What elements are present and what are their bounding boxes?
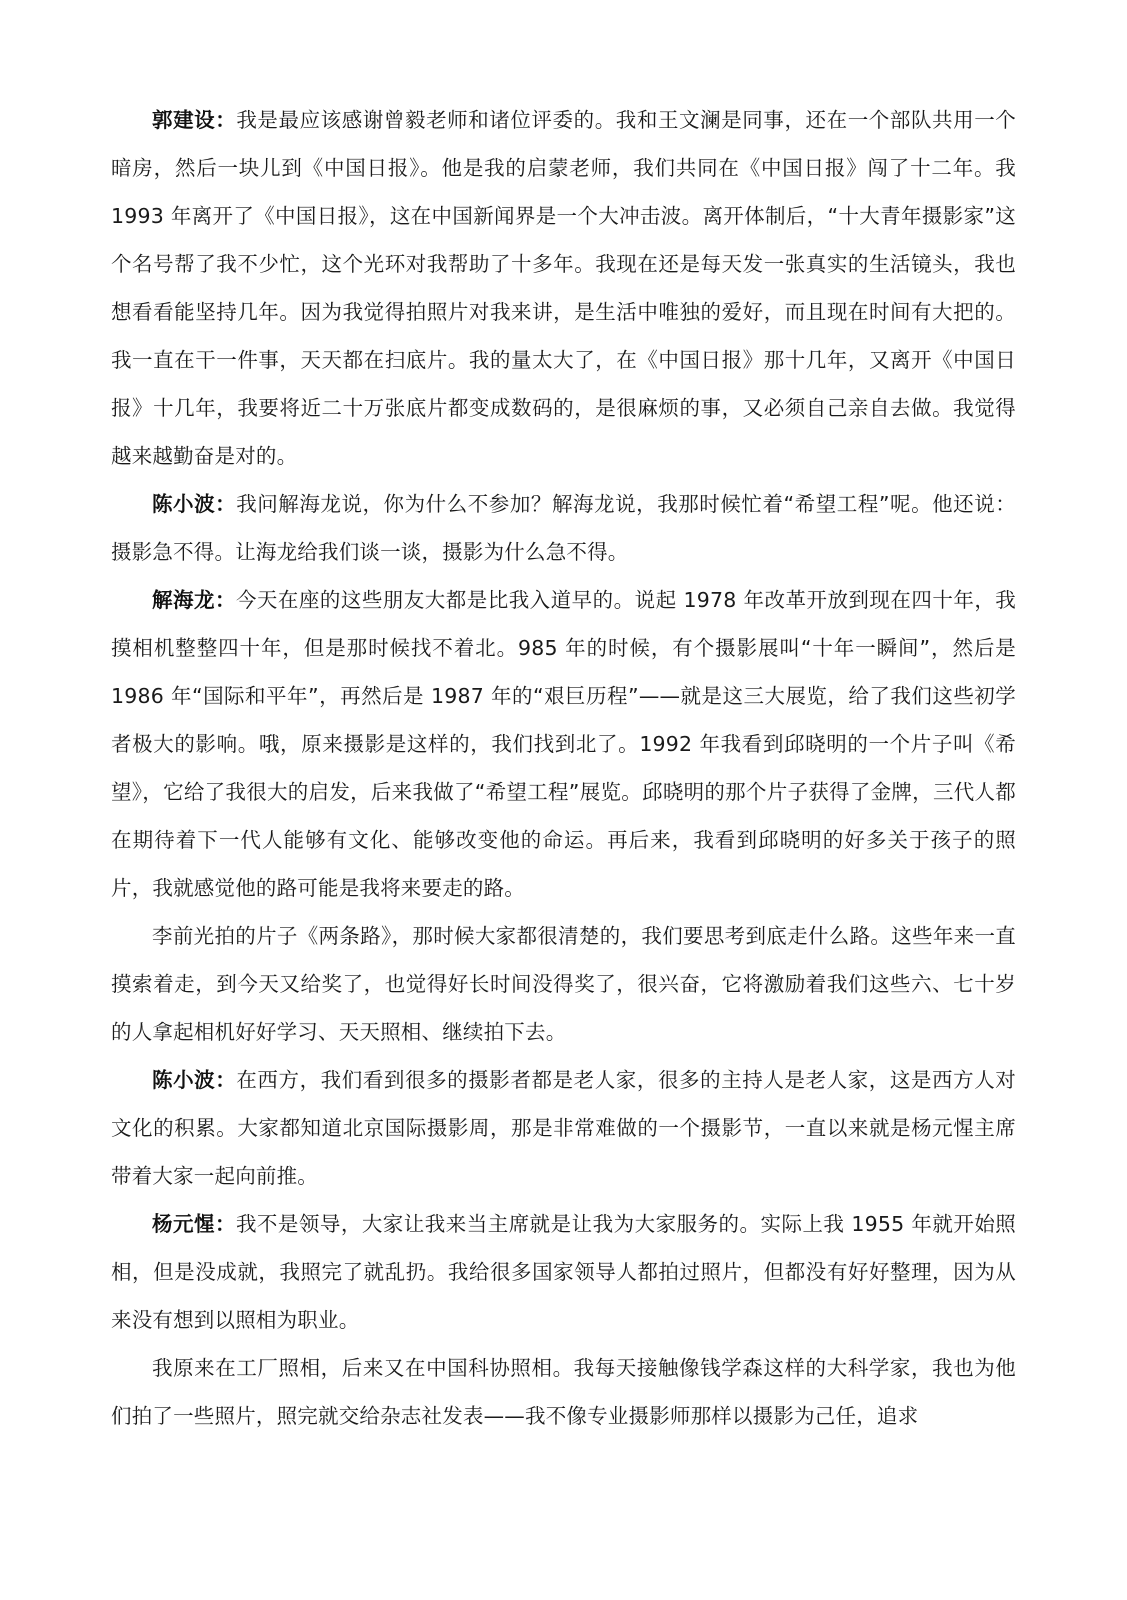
paragraph-text: 李前光拍的片子《两条路》，那时候大家都很清楚的，我们要思考到底走什么路。这些年来一直摸索着走，到今天又给奖了，也觉得好长时间没得奖了，很兴奋，它将激励着我们这些六、七十岁的人拿起相机好好学习、天天照相、继续拍下去。: [111, 924, 1016, 1044]
speaker-name: 陈小波：: [152, 1068, 237, 1092]
speaker-name: 郭建设：: [152, 108, 237, 132]
speaker-name: 杨元惺：: [152, 1212, 236, 1236]
paragraph-chen-xiaobo-2: [111, 1056, 1016, 1200]
paragraph-chen-xiaobo-1: [111, 480, 1016, 576]
paragraph-text: 我原来在工厂照相，后来又在中国科协照相。我每天接触像钱学森这样的大科学家，我也为他们拍了一些照片，照完就交给杂志社发表——我不像专业摄影师那样以摄影为己任，追求: [111, 1356, 1016, 1428]
speaker-name: 解海龙：: [152, 588, 236, 612]
paragraph-text: 我是最应该感谢曾毅老师和诸位评委的。我和王文澜是同事，还在一个部队共用一个暗房，然后一块儿到《中国日报》。他是我的启蒙老师，我们共同在《中国日报》闯了十二年。我 1993 年离开了《中国日报》，这在中国新闻界是一个大冲击波。离开体制后，“十大青年摄影家”这个名号帮了我不少忙，这个光环对我帮助了十多年。我现在还是每天发一张真实的生活镜头，我也想看看能坚持几年。因为我觉得拍照片对我来讲，是生活中唯独的爱好，而且现在时间有大把的。我一直在干一件事，天天都在扫底片。我的量太大了，在《中国日报》那十几年，又离开《中国日报》十几年，我要将近二十万张底片都变成数码的，是很麻烦的事，又必须自己亲自去做。我觉得越来越勤奋是对的。: [111, 108, 1016, 468]
paragraph-xie-hailong-continued: [111, 912, 1016, 1056]
paragraph-text: 我不是领导，大家让我来当主席就是让我为大家服务的。实际上我 1955 年就开始照相，但是没成就，我照完了就乱扔。我给很多国家领导人都拍过照片，但都没有好好整理，因为从来没有想到以照相为职业。: [111, 1212, 1016, 1332]
paragraph-text: 我问解海龙说，你为什么不参加？解海龙说，我那时候忙着“希望工程”呢。他还说：摄影急不得。让海龙给我们谈一谈，摄影为什么急不得。: [111, 492, 1016, 564]
paragraph-yang-yuanxing-continued: [111, 1344, 1016, 1440]
paragraph-text: 在西方，我们看到很多的摄影者都是老人家，很多的主持人是老人家，这是西方人对文化的积累。大家都知道北京国际摄影周，那是非常难做的一个摄影节，一直以来就是杨元惺主席带着大家一起向前推。: [111, 1068, 1016, 1188]
speaker-name: 陈小波：: [152, 492, 237, 516]
paragraph-xie-hailong: [111, 576, 1016, 912]
paragraph-guo-jianshe: [111, 96, 1016, 480]
paragraph-text: 今天在座的这些朋友大都是比我入道早的。说起 1978 年改革开放到现在四十年，我摸相机整整四十年，但是那时候找不着北。985 年的时候，有个摄影展叫“十年一瞬间”，然后是 1986 年“国际和平年”，再然后是 1987 年的“艰巨历程”——就是这三大展览，给了我们这些初学者极大的影响。哦，原来摄影是这样的，我们找到北了。1992 年我看到邱晓明的一个片子叫《希望》，它给了我很大的启发，后来我做了“希望工程”展览。邱晓明的那个片子获得了金牌，三代人都在期待着下一代人能够有文化、能够改变他的命运。再后来，我看到邱晓明的好多关于孩子的照片，我就感觉他的路可能是我将来要走的路。: [111, 588, 1016, 900]
paragraph-yang-yuanxing: [111, 1200, 1016, 1344]
